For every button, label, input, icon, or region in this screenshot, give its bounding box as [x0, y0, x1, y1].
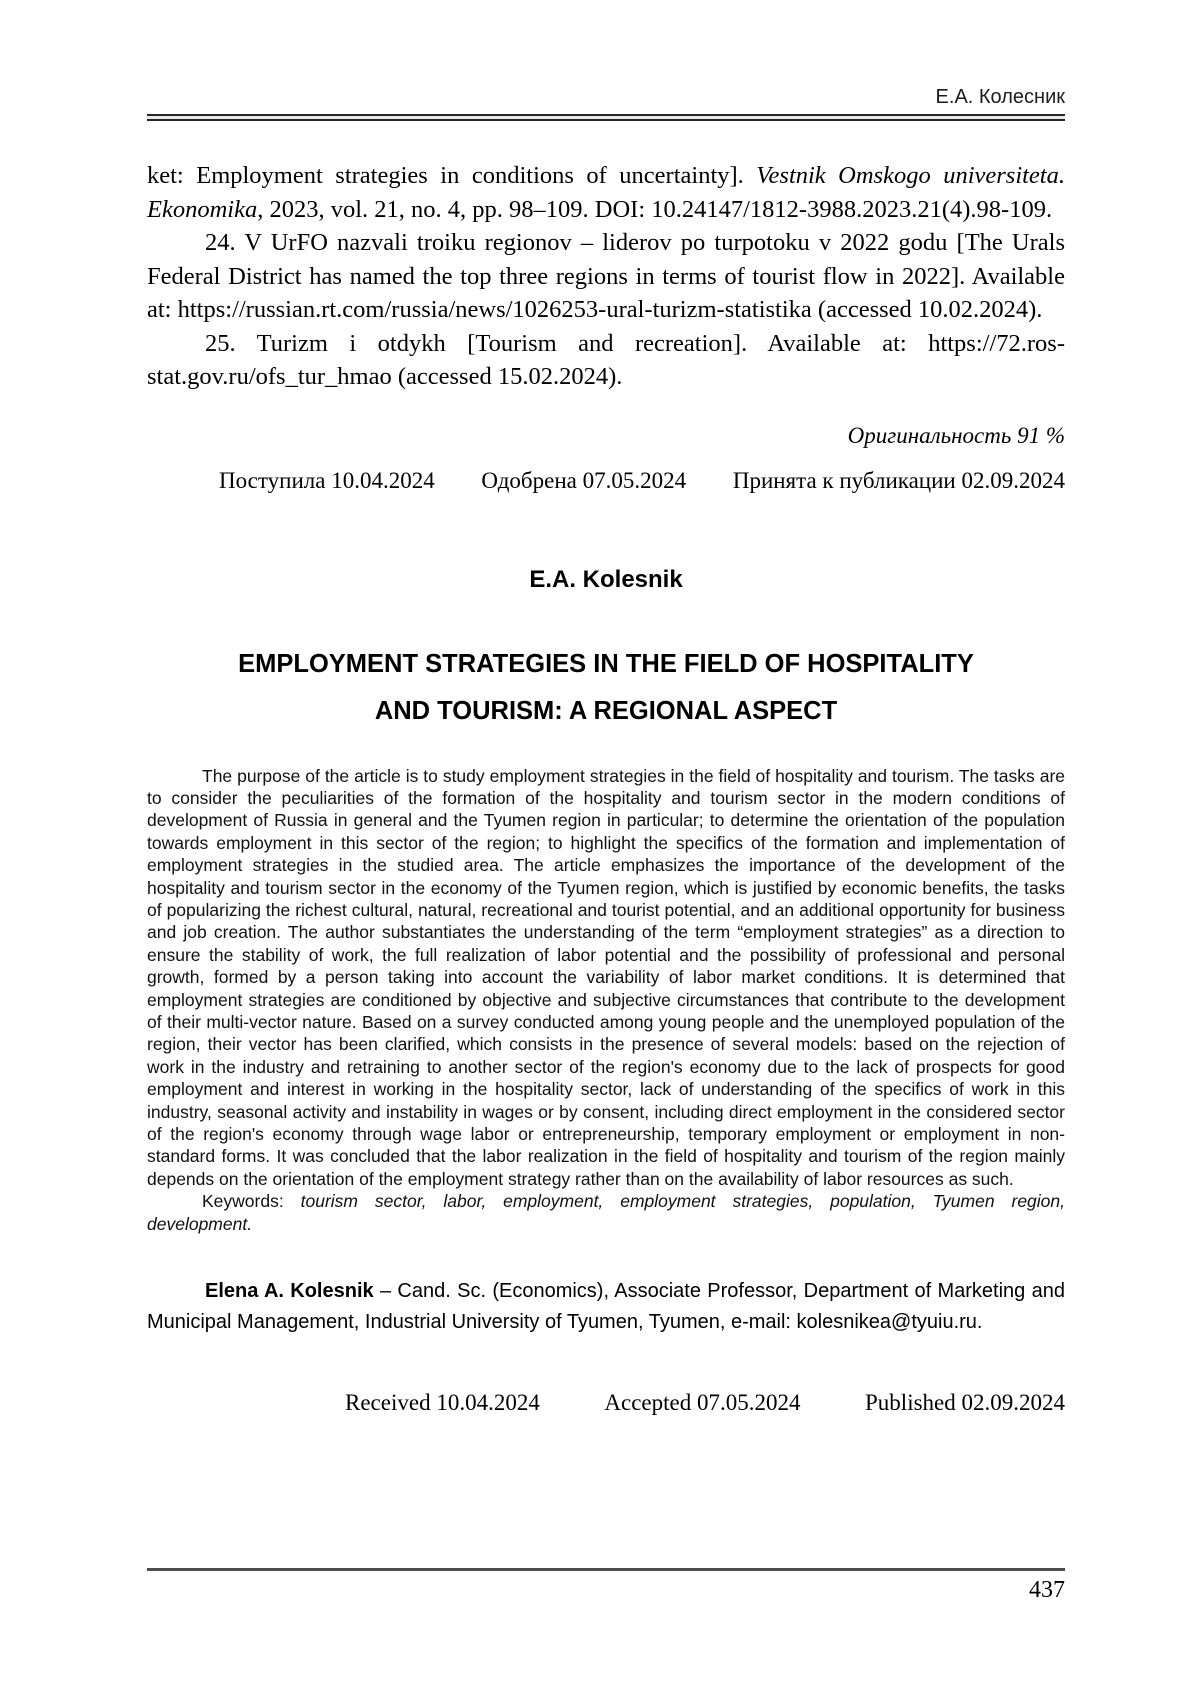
references-list	[147, 159, 1065, 394]
date-accepted-ru: Принята к публикации 02.09.2024	[732, 467, 1065, 493]
keywords-list: tourism sector, labor, employment, employment strategies, population, Tyumen region, development.	[147, 1191, 1065, 1234]
header-rule	[147, 114, 1065, 121]
keywords-paragraph	[147, 1190, 1065, 1235]
submission-dates-en	[147, 1389, 1065, 1417]
page-footer	[147, 1568, 1065, 1605]
page-body	[147, 159, 1065, 1417]
date-received-ru: Поступила 10.04.2024	[219, 467, 435, 493]
reference-24: 24. V UrFO nazvali troiku regionov – liderov po turpotoku v 2022 godu [The Urals Federal District has named the top three regions in terms of tourist flow in 2022]. Available at: https://russian.rt.com/russia/news/1026253-ural-turizm-statistika (accessed 10.02.2024).	[147, 229, 1065, 323]
author-info-details: – Cand. Sc. (Economics), Associate Professor, Department of Marketing and Municipal Management, Industrial University of Tyumen, Tyumen, e-mail: kolesnikea@tyuiu.ru.	[147, 1280, 1065, 1334]
reference-journal-name: Vestnik Omskogo universiteta. Ekonomika	[147, 162, 1065, 223]
article-title-line-2: AND TOURISM: A REGIONAL ASPECT	[374, 696, 838, 725]
submission-dates-ru	[147, 467, 1065, 495]
page-header	[147, 86, 1065, 121]
reference-text: ket: Employment strategies in conditions of uncertainty].	[147, 162, 757, 189]
running-title: Е.А. Колесник	[935, 86, 1065, 108]
date-received-en: Received 10.04.2024	[345, 1390, 540, 1416]
article-title-line-1: EMPLOYMENT STRATEGIES IN THE FIELD OF HOSPITALITY	[238, 649, 974, 678]
reference-25: 25. Turizm i otdykh [Tourism and recreation]. Available at: https://72.ros-stat.gov.ru/ofs_tur_hmao (accessed 15.02.2024).	[147, 329, 1065, 390]
footer-rule	[147, 1568, 1065, 1571]
keywords-label: Keywords:	[202, 1191, 301, 1212]
author-name-heading: E.A. Kolesnik	[529, 565, 683, 593]
date-published-en: Published 02.09.2024	[865, 1390, 1065, 1416]
article-title	[147, 641, 1065, 735]
author-info	[147, 1276, 1065, 1338]
date-accepted-en: Accepted 07.05.2024	[604, 1390, 801, 1416]
page-number: 437	[1029, 1577, 1065, 1603]
abstract-text: The purpose of the article is to study employment strategies in the field of hospitality and tourism. The tasks are to consider the peculiarities of the formation of the hospitality and tourism sector in the modern conditions of development of Russia in general and the Tyumen region in particular; to determine the orientation of the population towards employment in this sector of the region; to highlight the specifics of the formation and implementation of employment strategies in the studied area. The article emphasizes the importance of the development of the hospitality and tourism sector in the economy of the Tyumen region, which is justified by economic benefits, the tasks of popularizing the richest cultural, natural, recreational and tourist potential, and an additional opportunity for business and job creation. The author substantiates the understanding of the term “employment strategies” as a direction to ensure the stability of work, the full realization of labor potential and the possibility of professional and personal growth, formed by a person taking into account the variability of labor market conditions. It is determined that employment strategies are conditioned by objective and subjective circumstances that contribute to the development of their multi-vector nature. Based on a survey conducted among young people and the unemployed population of the region, their vector has been clarified, which consists in the presence of several models: based on the rejection of work in the industry and retraining to another sector of the region's economy due to the lack of prospects for good employment and interest in working in the hospitality sector, lack of understanding of the specifics of work in this industry, seasonal activity and instability in wages or by consent, including direct employment in the considered sector of the region's economy through wage labor or entrepreneurship, temporary employment or employment in non-standard forms. It was concluded that the labor realization in the field of hospitality and tourism of the region mainly depends on the orientation of the employment strategy rather than on the availability of labor resources as such.	[147, 765, 1065, 1189]
date-approved-ru: Одобрена 07.05.2024	[481, 467, 687, 493]
reference-23-continuation	[147, 159, 1065, 226]
reference-text: , 2023, vol. 21, no. 4, pp. 98–109. DOI: 10.24147/1812-3988.2023.21(4).98-109.	[257, 195, 1053, 223]
originality-note: Оригинальность 91 %	[847, 422, 1065, 448]
author-info-name: Elena A. Kolesnik	[205, 1280, 374, 1303]
